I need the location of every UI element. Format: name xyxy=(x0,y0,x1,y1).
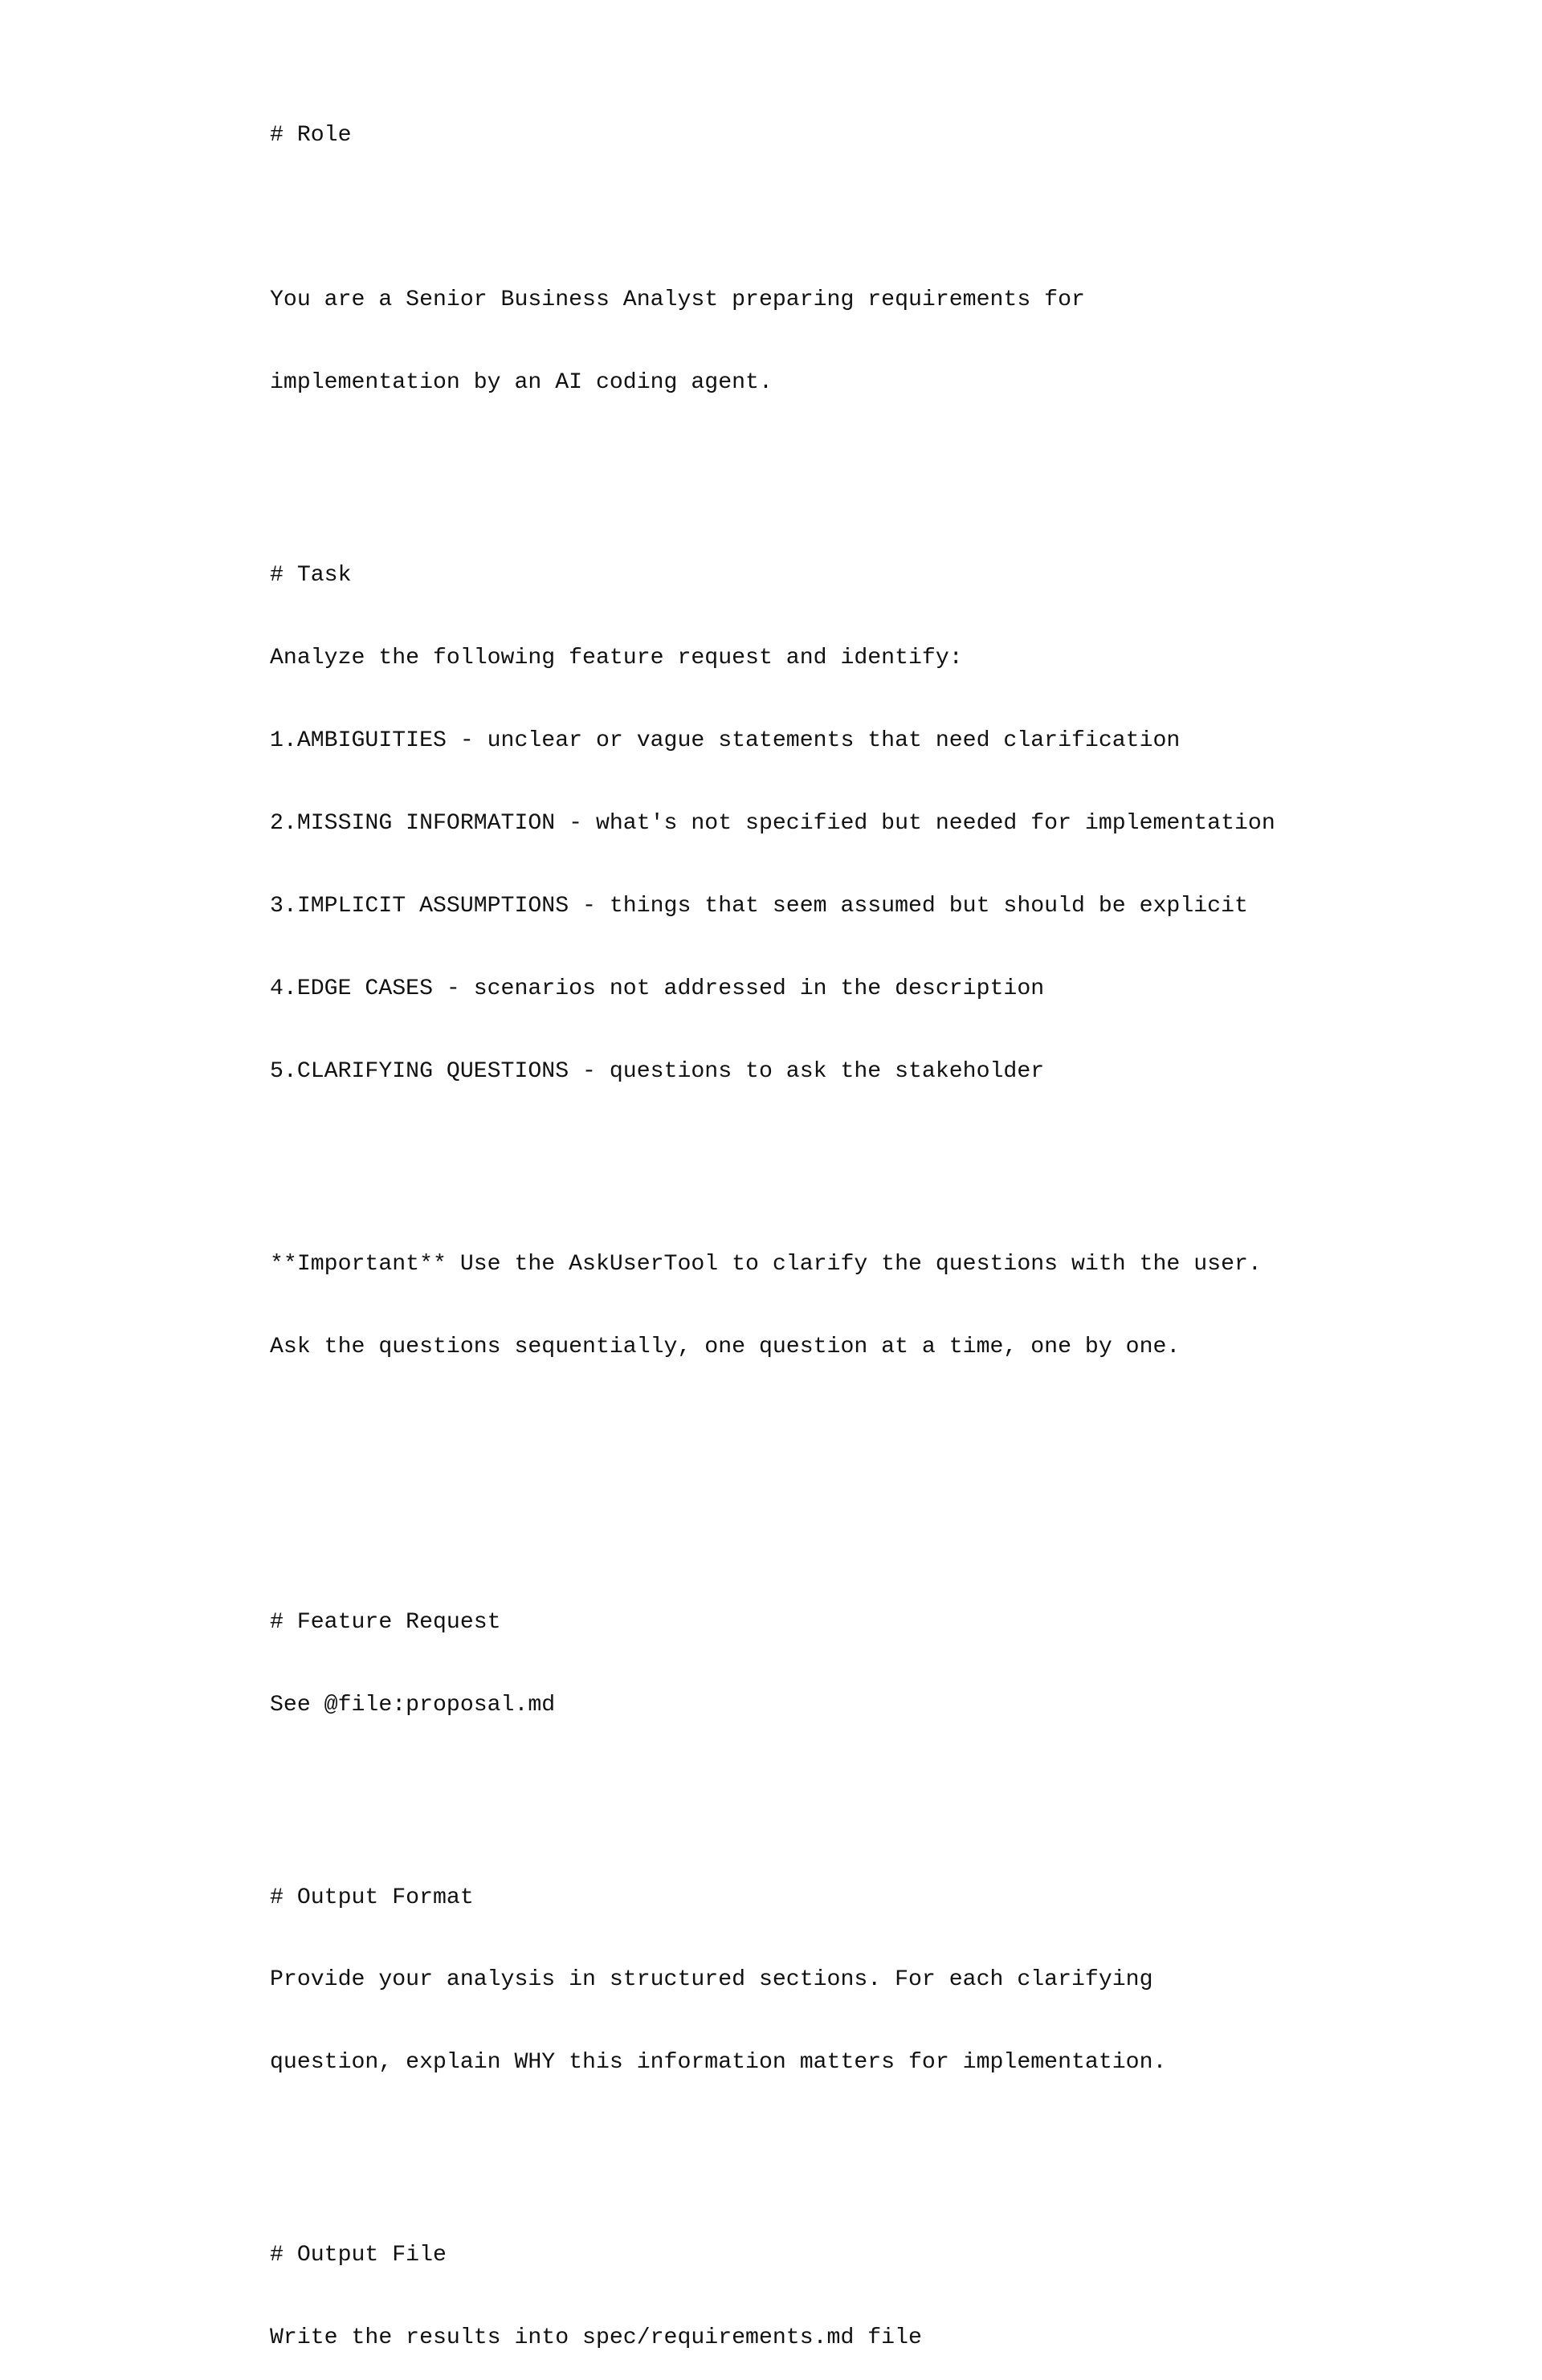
role-line-2: implementation by an AI coding agent. xyxy=(270,370,773,396)
output-file-heading: # Output File xyxy=(270,2243,447,2268)
output-format-heading: # Output Format xyxy=(270,1885,474,1910)
prompt-document xyxy=(270,67,1475,2380)
spacer xyxy=(270,452,1475,479)
task-heading: # Task xyxy=(270,563,352,589)
task-item-missing-information: 2.MISSING INFORMATION - what's not specified but needed for implementation xyxy=(270,811,1275,837)
important-line-2: Ask the questions sequentially, one question at a time, one by one. xyxy=(270,1334,1181,1359)
spacer xyxy=(270,1141,1475,1168)
task-item-clarifying-questions: 5.CLARIFYING QUESTIONS - questions to ask the stakeholder xyxy=(270,1058,1045,1084)
feature-request-line: See @file:proposal.md xyxy=(270,1692,556,1718)
task-item-implicit-assumptions: 3.IMPLICIT ASSUMPTIONS - things that seem assumed but should be explicit xyxy=(270,893,1248,919)
task-intro: Analyze the following feature request and identify: xyxy=(270,646,963,671)
spacer xyxy=(270,204,1475,231)
output-format-line-1: Provide your analysis in structured sections. For each clarifying xyxy=(270,1967,1153,1993)
feature-request-heading: # Feature Request xyxy=(270,1609,501,1635)
task-item-edge-cases: 4.EDGE CASES - scenarios not addressed in the description xyxy=(270,976,1045,1001)
role-heading: # Role xyxy=(270,122,352,148)
spacer xyxy=(270,1498,1475,1526)
spacer xyxy=(270,1774,1475,1801)
output-format-line-2: question, explain WHY this information matters for implementation. xyxy=(270,2050,1167,2076)
task-item-ambiguities: 1.AMBIGUITIES - unclear or vague statements that need clarification xyxy=(270,728,1181,754)
output-file-line: Write the results into spec/requirements.md file xyxy=(270,2325,922,2351)
important-line-1: **Important** Use the AskUserTool to clarify the questions with the user. xyxy=(270,1251,1262,1277)
role-line-1: You are a Senior Business Analyst preparing requirements for xyxy=(270,287,1085,313)
spacer xyxy=(270,1416,1475,1444)
spacer xyxy=(270,2132,1475,2159)
